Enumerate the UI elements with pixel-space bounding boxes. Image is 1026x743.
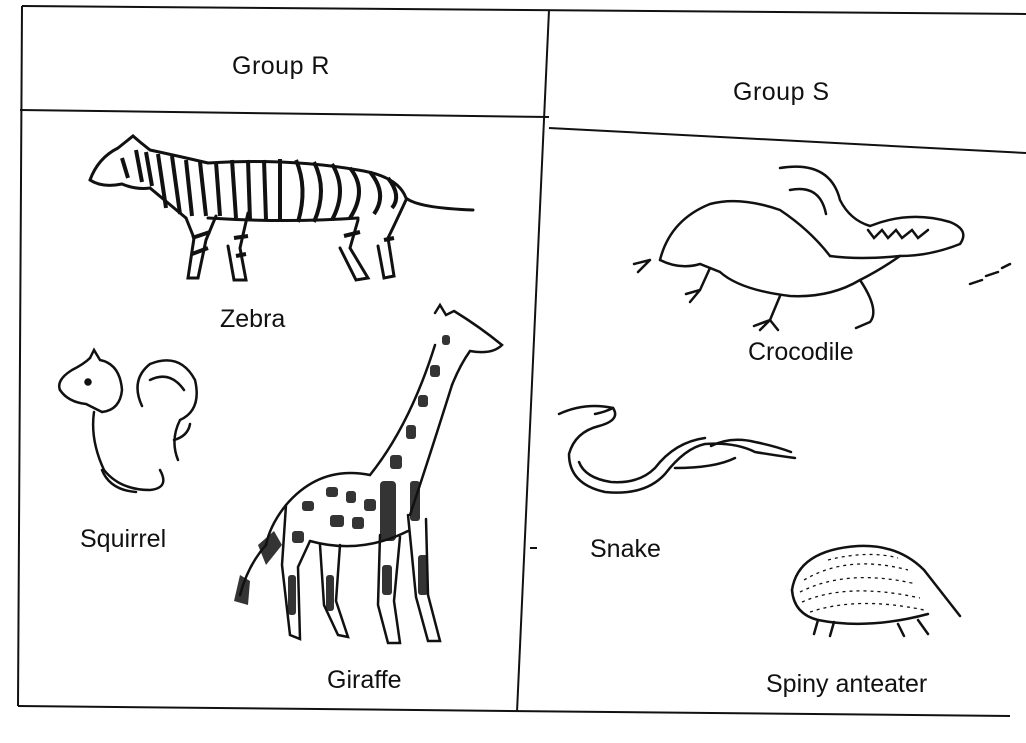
squirrel-icon [50,350,205,500]
giraffe-icon [230,305,510,655]
spiny-anteater-icon [788,540,968,640]
snake-icon [555,398,800,503]
crocodile-label: Crocodile [748,338,854,366]
group-r-header: Group R [232,52,330,80]
crocodile-icon [630,160,1020,335]
header-divider-left [20,110,549,117]
spiny-anteater-label: Spiny anteater [766,670,928,698]
snake-label: Snake [590,535,661,563]
zebra-label: Zebra [220,305,286,333]
header-divider-right [549,128,1026,153]
table-top-border [22,6,1026,14]
column-divider [517,10,549,712]
table-bottom-border [18,706,1010,716]
zebra-icon [88,128,478,288]
group-s-header: Group S [733,78,830,106]
squirrel-label: Squirrel [80,525,167,553]
giraffe-label: Giraffe [327,666,402,694]
